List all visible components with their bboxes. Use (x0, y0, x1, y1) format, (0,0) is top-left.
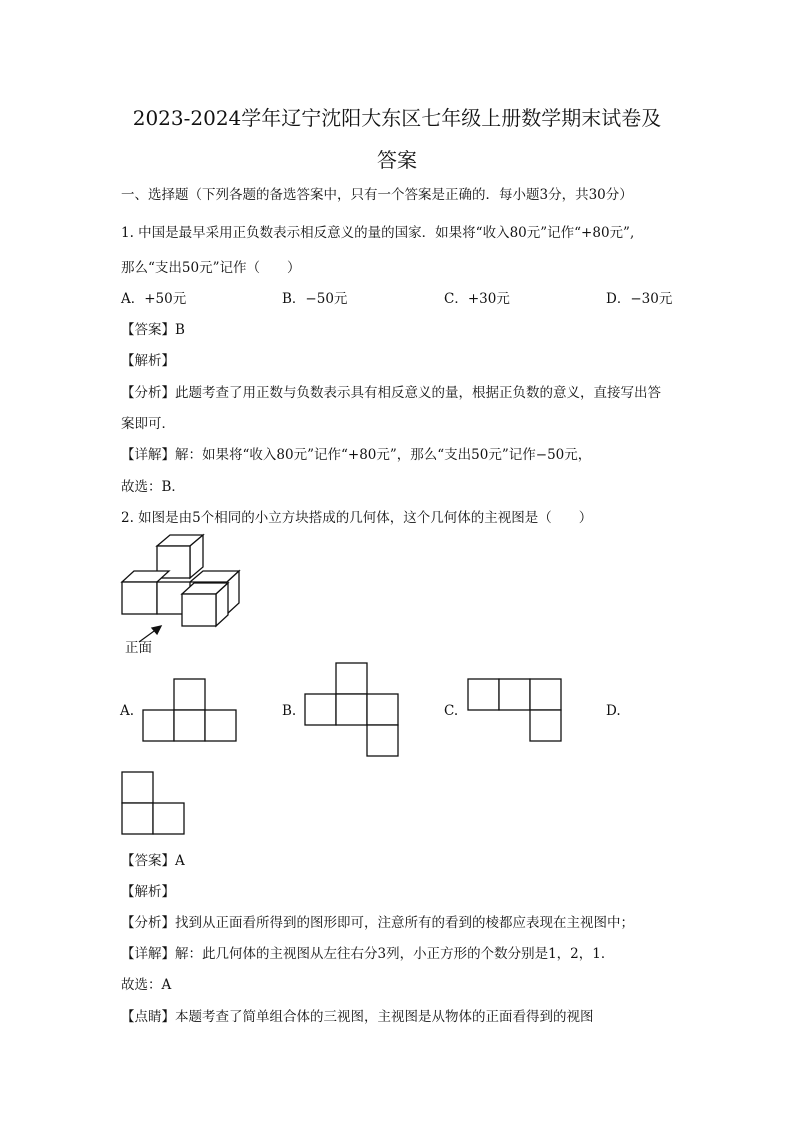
q1-option-c: C．+30元 (444, 291, 510, 307)
q1-choose: 故选：B． (121, 479, 185, 495)
q1-stem-line1: 1. 中国是最早采用正负数表示相反意义的量的国家．如果将“收入80元”记作“+80元”, (121, 225, 635, 241)
q2-option-b-label: B. (282, 703, 297, 719)
q2-analysis-heading: 【解析】 (121, 884, 175, 900)
q2-option-c-label: C. (444, 703, 459, 719)
q2-xiangjie: 【详解】解：此几何体的主视图从左往右分3列，小正方形的个数分别是1，2，1． (121, 946, 615, 962)
cube-stack-figure (115, 530, 250, 630)
front-label: 正面 (125, 640, 152, 656)
q1-stem-line2: 那么“支出50元”记作（ ） (121, 260, 301, 276)
document-title-line2: 答案 (377, 148, 417, 172)
q2-option-c-figure (467, 678, 564, 743)
document-title-line1: 2023-2024学年辽宁沈阳大东区七年级上册数学期末试卷及 (132, 106, 662, 130)
q2-answer: 【答案】A (121, 853, 185, 869)
q2-stem: 2. 如图是由5个相同的小立方块搭成的几何体，这个几何体的主视图是（ ） (121, 510, 593, 526)
q1-option-d: D．−30元 (606, 291, 673, 307)
q1-analysis-heading: 【解析】 (121, 353, 175, 369)
q2-choose: 故选：A (121, 977, 172, 993)
q1-xiangjie: 【详解】解：如果将“收入80元”记作“+80元”，那么“支出50元”记作−50元， (121, 447, 592, 463)
q2-dianjing: 【点睛】本题考查了简单组合体的三视图，主视图是从物体的正面看得到的视图 (121, 1009, 594, 1025)
q1-fenxi-line1: 【分析】此题考查了用正数与负数表示具有相反意义的量，根据正负数的意义，直接写出答 (121, 385, 661, 401)
q1-option-b: B．−50元 (282, 291, 348, 307)
q2-option-b-figure (304, 662, 401, 759)
q2-option-d-figure (121, 771, 187, 836)
q1-answer: 【答案】B (121, 322, 185, 338)
q2-option-d-label: D. (606, 703, 621, 719)
q1-fenxi-line2: 案即可． (121, 416, 175, 432)
q2-fenxi: 【分析】找到从正面看所得到的图形即可，注意所有的看到的棱都应表现在主视图中； (121, 915, 634, 931)
q2-option-a-label: A. (120, 703, 135, 719)
q2-option-a-figure (142, 678, 239, 743)
section-heading: 一、选择题（下列各题的备选答案中，只有一个答案是正确的．每小题3分，共30分） (121, 187, 633, 203)
q1-option-a: A．+50元 (121, 291, 187, 307)
